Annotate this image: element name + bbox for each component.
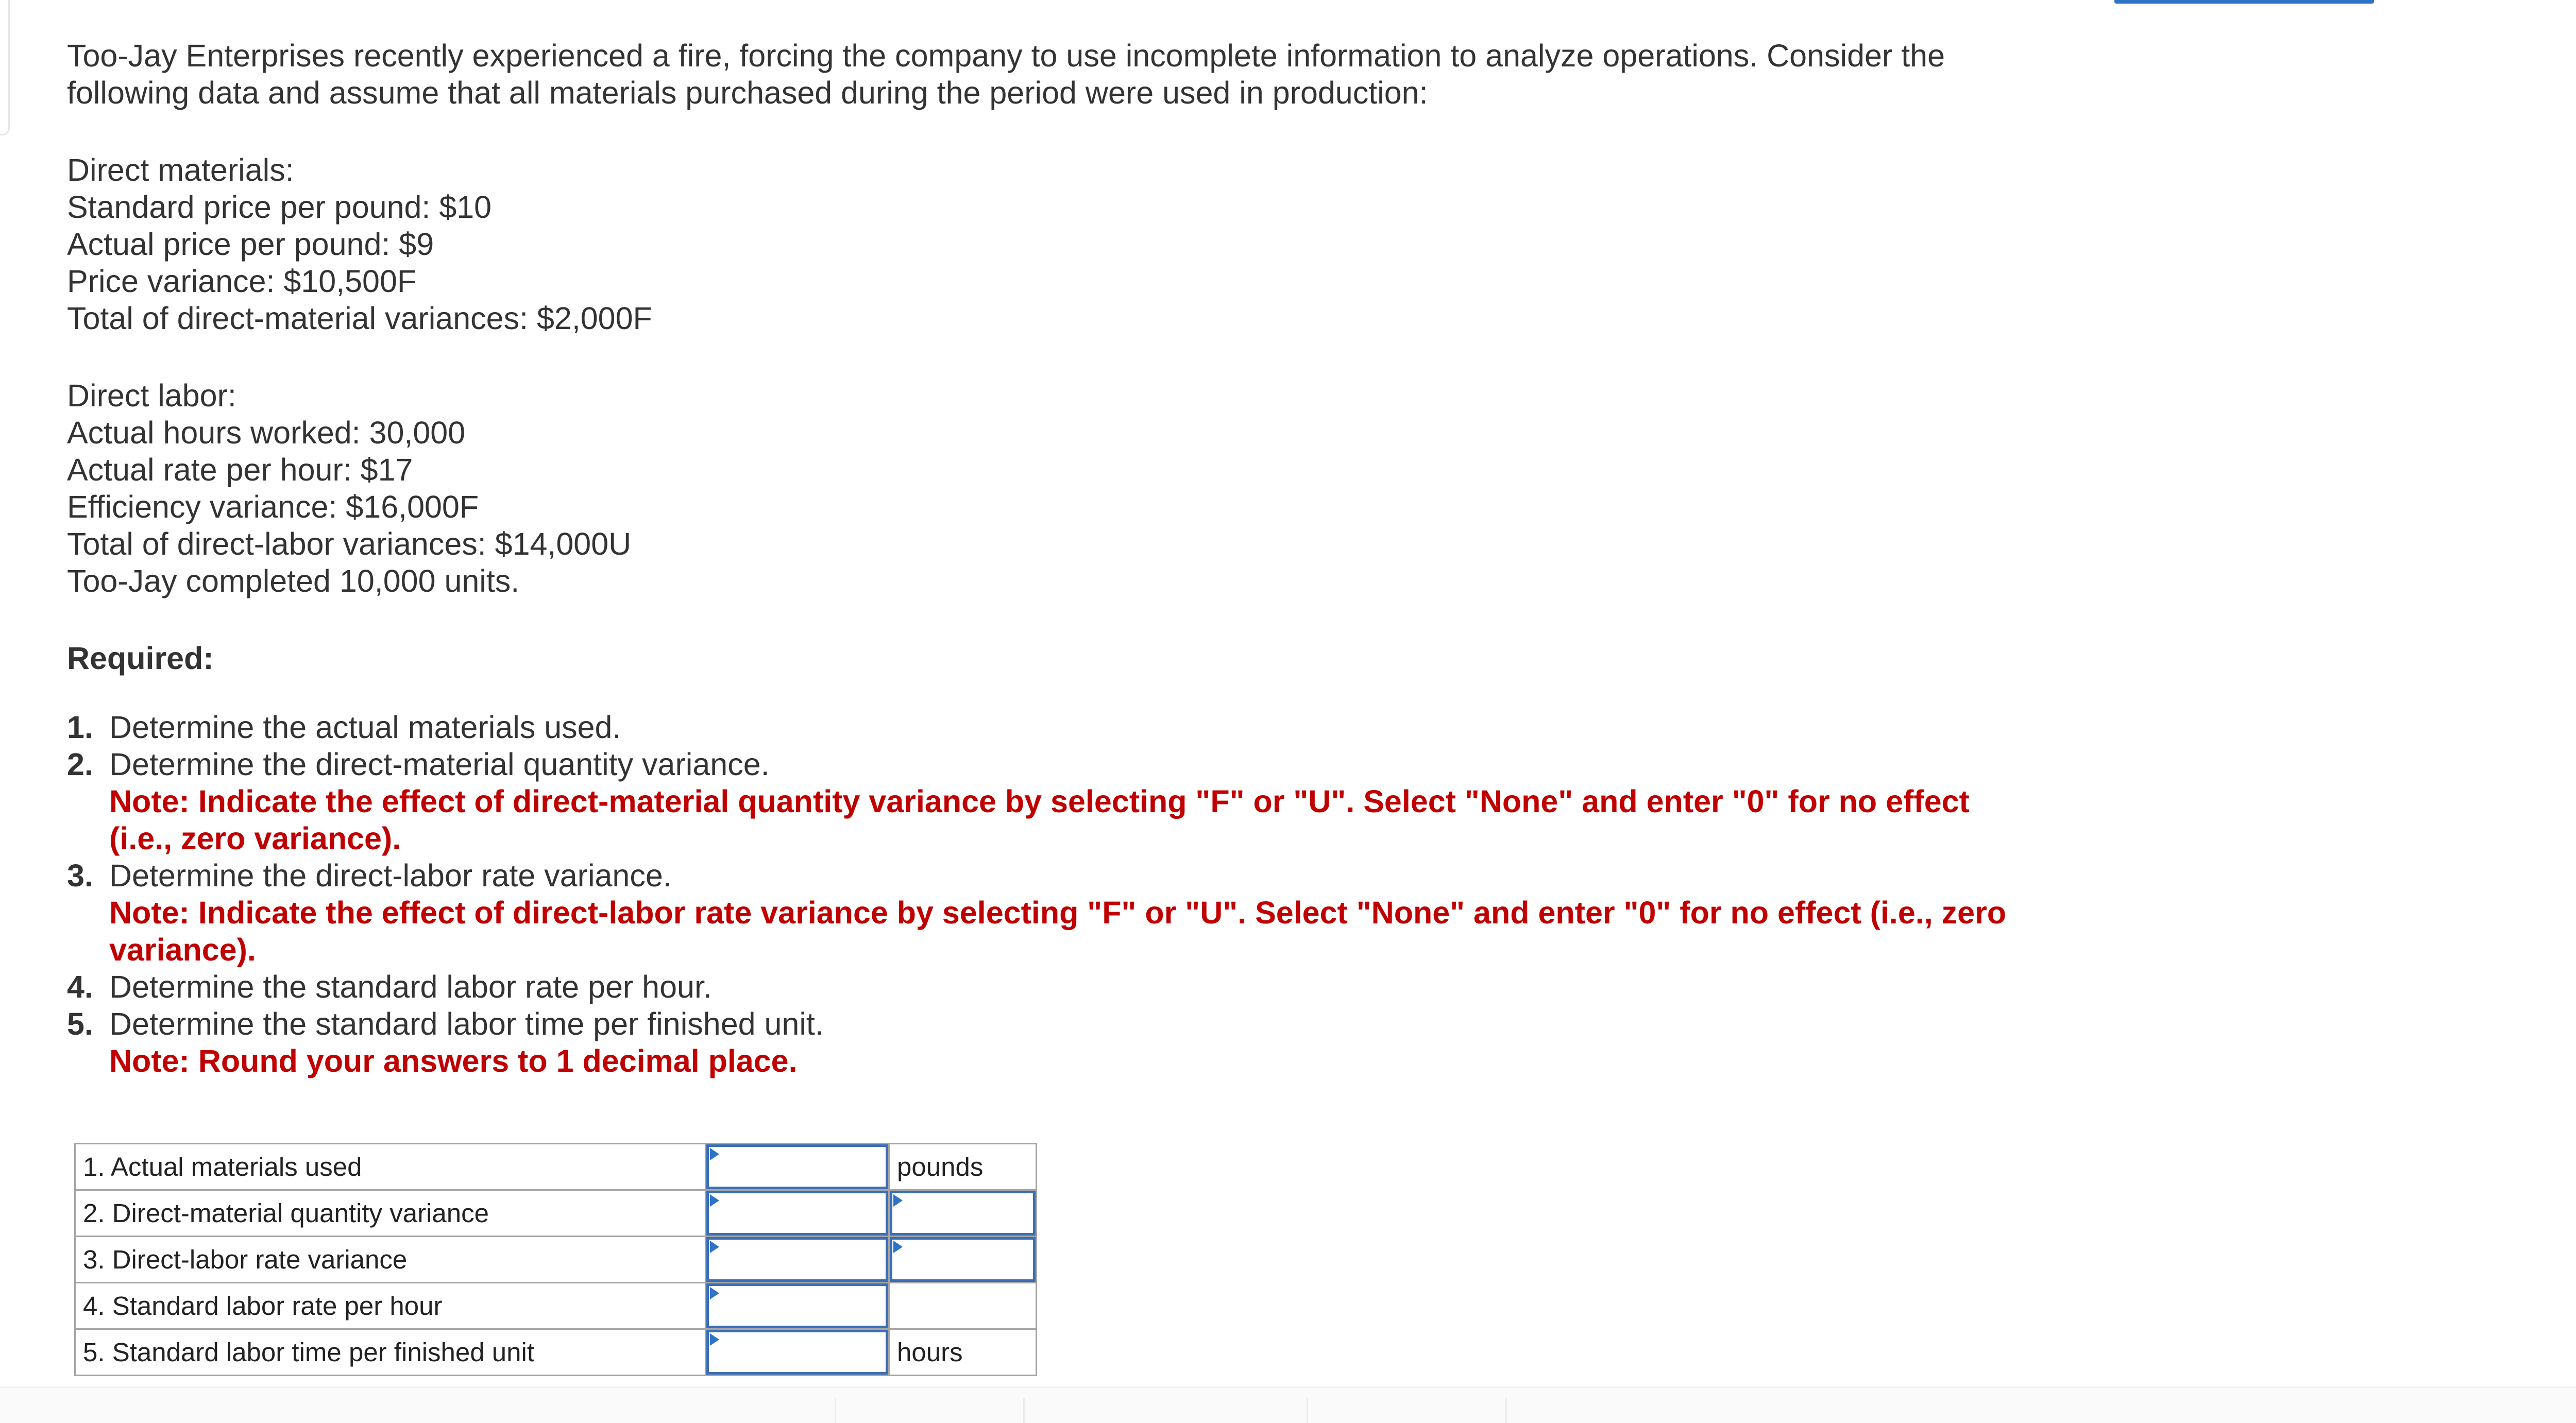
row-label: 2. Direct-material quantity variance — [75, 1190, 706, 1237]
top-tab-indicator — [2114, 0, 2374, 4]
side-panel-edge — [0, 0, 10, 135]
required-item — [67, 1005, 2035, 1079]
quantity-variance-effect-select[interactable] — [890, 1191, 1036, 1236]
table-row — [75, 1329, 1037, 1376]
direct-labor-line: Total of direct-labor variances: $14,000U — [67, 526, 632, 561]
unit-label: hours — [889, 1329, 1037, 1376]
direct-materials-heading: Direct materials: — [67, 152, 294, 187]
toolbar-divider — [1023, 1398, 1025, 1423]
quantity-variance-input[interactable] — [709, 1193, 886, 1233]
answer-cell — [706, 1237, 889, 1283]
answer-table — [74, 1143, 1037, 1376]
standard-time-field — [706, 1330, 888, 1375]
input-marker-icon — [710, 1333, 719, 1346]
row-label: 5. Standard labor time per finished unit — [75, 1329, 706, 1376]
table-row — [75, 1144, 1037, 1190]
row-label: 1. Actual materials used — [75, 1144, 706, 1190]
unit-cell — [889, 1237, 1037, 1283]
bottom-toolbar — [0, 1386, 2576, 1423]
required-item — [67, 709, 2035, 746]
required-item-note: Note: Indicate the effect of direct-labor rate variance by selecting "F" or "U". Select "None" and enter "0" for no effect (i.e., zero variance). — [109, 895, 2007, 967]
row-label: 3. Direct-labor rate variance — [75, 1237, 706, 1283]
direct-labor-line: Actual hours worked: 30,000 — [67, 415, 466, 450]
answer-cell — [706, 1144, 889, 1190]
required-item-number: 2. — [67, 747, 93, 782]
direct-labor-line: Efficiency variance: $16,000F — [67, 489, 479, 524]
standard-rate-field — [706, 1283, 888, 1328]
required-item — [67, 857, 2035, 968]
direct-labor-heading: Direct labor: — [67, 378, 236, 413]
table-row — [75, 1283, 1037, 1329]
actual-materials-field — [706, 1144, 888, 1189]
required-list — [67, 709, 2035, 1079]
intro-text: Too-Jay Enterprises recently experienced a fire, forcing the company to use incomplete information to analyze operations. Consider the following data and assume that all materials purchased during the period were used in production: — [67, 38, 1945, 110]
toolbar-divider — [1505, 1398, 1507, 1423]
unit-label: pounds — [889, 1144, 1037, 1190]
toolbar-divider — [835, 1398, 836, 1423]
direct-labor-line: Too-Jay completed 10,000 units. — [67, 563, 520, 598]
required-item-text: Determine the direct-labor rate variance. — [109, 858, 672, 893]
rate-variance-effect-select[interactable] — [890, 1237, 1036, 1282]
answer-cell — [706, 1190, 889, 1237]
rate-variance-input[interactable] — [709, 1240, 886, 1279]
dropdown-marker-icon — [893, 1194, 903, 1207]
table-row — [75, 1237, 1037, 1283]
required-item-text: Determine the standard labor rate per hour. — [109, 969, 712, 1004]
required-item-note: Note: Indicate the effect of direct-material quantity variance by selecting "F" or "U". Select "None" and enter "0" for no effect (i.e., zero variance). — [109, 784, 1970, 856]
actual-materials-input[interactable] — [709, 1147, 886, 1187]
direct-labor-section — [67, 377, 2035, 599]
input-marker-icon — [710, 1148, 719, 1160]
direct-materials-line: Actual price per pound: $9 — [67, 227, 434, 262]
direct-labor-line: Actual rate per hour: $17 — [67, 452, 413, 487]
required-item-number: 5. — [67, 1006, 93, 1041]
required-item — [67, 968, 2035, 1005]
required-item — [67, 746, 2035, 857]
unit-label — [889, 1283, 1037, 1329]
answer-cell — [706, 1283, 889, 1329]
quantity-variance-field — [706, 1191, 888, 1236]
standard-rate-input[interactable] — [709, 1286, 886, 1326]
dropdown-marker-icon — [893, 1241, 903, 1253]
direct-materials-line: Price variance: $10,500F — [67, 264, 417, 299]
direct-materials-line: Standard price per pound: $10 — [67, 190, 492, 225]
required-item-text: Determine the standard labor time per finished unit. — [109, 1006, 824, 1041]
unit-cell — [889, 1190, 1037, 1237]
input-marker-icon — [710, 1287, 719, 1299]
toolbar-divider — [1307, 1398, 1308, 1423]
table-row — [75, 1190, 1037, 1237]
input-marker-icon — [710, 1241, 719, 1253]
standard-time-input[interactable] — [709, 1332, 886, 1372]
input-marker-icon — [710, 1194, 719, 1207]
required-item-number: 4. — [67, 969, 93, 1004]
required-item-number: 3. — [67, 858, 93, 893]
row-label: 4. Standard labor rate per hour — [75, 1283, 706, 1329]
required-item-text: Determine the actual materials used. — [109, 710, 621, 745]
required-item-number: 1. — [67, 710, 93, 745]
required-item-text: Determine the direct-material quantity variance. — [109, 747, 770, 782]
question-content — [67, 37, 2035, 1079]
required-item-note: Note: Round your answers to 1 decimal place. — [109, 1043, 798, 1078]
rate-variance-field — [706, 1237, 888, 1282]
direct-materials-line: Total of direct-material variances: $2,000F — [67, 301, 652, 336]
direct-materials-section — [67, 151, 2035, 337]
answer-cell — [706, 1329, 889, 1376]
required-heading: Required: — [67, 641, 214, 676]
